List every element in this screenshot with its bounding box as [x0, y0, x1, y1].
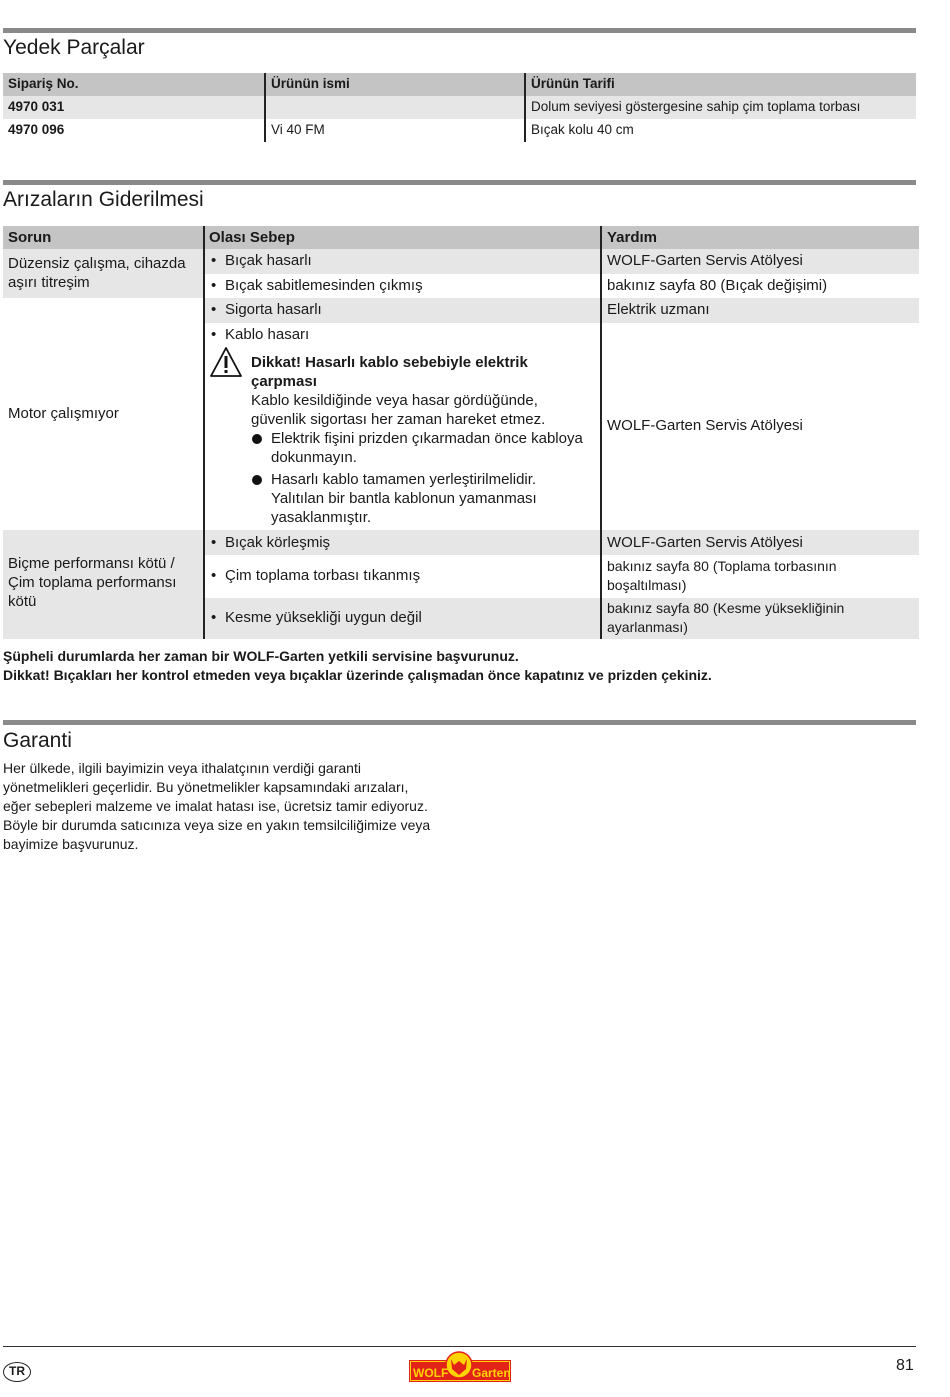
warranty-line: yönetmelikleri geçerlidir. Bu yönetmelikler kapsamındaki arızaları, [3, 779, 409, 795]
page-number: 81 [896, 1357, 914, 1374]
warning-item-line: yasaklanmıştır. [271, 509, 372, 526]
table-row [3, 119, 916, 142]
help-line: bakınız sayfa 80 (Toplama torbasının [607, 558, 837, 574]
section-divider [3, 720, 916, 725]
warning-title-line: çarpması [251, 373, 317, 390]
problem-line: Çim toplama performansı [8, 574, 177, 591]
warning-body-line: Kablo kesildiğinde veya hasar gördüğünde, [251, 392, 538, 409]
cause-item: • Kablo hasarı [225, 325, 309, 344]
warranty-line: Böyle bir durumda satıcınıza veya size en yakın temsilciliğimize veya [3, 817, 431, 833]
warning-item-line: Hasarlı kablo tamamen yerleştirilmelidir. [271, 471, 537, 488]
column-header-help: Yardım [607, 229, 658, 246]
column-divider [203, 226, 205, 639]
table-header-row [3, 73, 916, 96]
troubleshooting-table [3, 226, 919, 639]
cause-item: • Kesme yüksekliği uygun değil [225, 608, 422, 627]
bullet-dot-icon [252, 434, 262, 444]
problem-line: kötü [8, 593, 37, 610]
column-divider [600, 226, 602, 639]
warranty-line: bayimize başvurunuz. [3, 836, 139, 852]
column-header-product-name: Ürünün ismi [264, 73, 524, 96]
warning-item-line: Yalıtılan bir bantla kablonun yamanması [271, 490, 537, 507]
row-bg [205, 249, 919, 274]
spare-parts-table [3, 73, 916, 142]
footer-divider [3, 1346, 916, 1347]
order-no: 4970 096 [8, 122, 65, 137]
section-divider [3, 28, 916, 33]
cause-item: • Bıçak hasarlı [225, 251, 312, 270]
warning-title [251, 353, 528, 391]
problem-text [8, 254, 186, 292]
help-line: boşaltılması) [607, 577, 687, 593]
help-text: WOLF-Garten Servis Atölyesi [607, 252, 803, 269]
troubleshooting-title: Arızaların Giderilmesi [3, 188, 204, 211]
table-row [3, 96, 916, 119]
help-text [607, 557, 837, 595]
cause-item: • Bıçak körleşmiş [225, 533, 330, 552]
product-description: Dolum seviyesi göstergesine sahip çim toplama torbası [524, 96, 916, 119]
column-header-product-description: Ürünün Tarifi [524, 73, 916, 96]
header-row-bg [3, 226, 919, 249]
problem-text: Motor çalışmıyor [8, 405, 119, 422]
product-name: Vi 40 FM [264, 119, 524, 142]
help-line: bakınız sayfa 80 (Kesme yüksekliğinin [607, 600, 845, 616]
help-text [607, 599, 844, 637]
language-badge: TR [3, 1362, 31, 1382]
logo-text-wolf: WOLF [413, 1366, 449, 1380]
warning-item [271, 470, 537, 527]
column-header-cause: Olası Sebep [209, 229, 295, 246]
warranty-line: Her ülkede, ilgili bayimizin veya ithalatçının verdiği garanti [3, 760, 361, 776]
bullet-dot-icon [252, 475, 262, 485]
problem-text [8, 554, 176, 611]
cause-item: • Sigorta hasarlı [225, 300, 322, 319]
section-divider [3, 180, 916, 185]
cause-item: • Bıçak sabitlemesinden çıkmış [225, 276, 423, 295]
product-description: Bıçak kolu 40 cm [524, 119, 916, 142]
warning-body-line: güvenlik sigortası her zaman hareket etmez. [251, 411, 546, 428]
order-no: 4970 031 [8, 99, 65, 114]
spare-parts-title: Yedek Parçalar [3, 36, 145, 59]
warranty-title: Garanti [3, 729, 72, 752]
warranty-line: eğer sebepleri malzeme ve imalat hatası ise, ücretsiz tamir ediyoruz. [3, 798, 428, 814]
warning-body [251, 391, 545, 429]
problem-line: Düzensiz çalışma, cihazda [8, 255, 186, 272]
help-line: ayarlanması) [607, 619, 688, 635]
problem-line: aşırı titreşim [8, 274, 90, 291]
warning-title-line: Dikkat! Hasarlı kablo sebebiyle elektrik [251, 354, 528, 371]
warning-triangle-icon [209, 346, 243, 378]
logo-text-garten: Garten [472, 1366, 511, 1380]
warning-item-line: Elektrik fişini prizden çıkarmadan önce kabloya [271, 430, 583, 447]
wolf-garten-logo [409, 1351, 511, 1385]
note-caution: Dikkat! Bıçakları her kontrol etmeden veya bıçaklar üzerinde çalışmadan önce kapatınız ve prizden çekiniz. [3, 667, 712, 683]
column-header-problem: Sorun [8, 229, 52, 246]
warranty-text [3, 759, 463, 854]
cause-item: • Çim toplama torbası tıkanmış [225, 566, 420, 585]
warning-item-line: dokunmayın. [271, 449, 357, 466]
note-authorized-service: Şüpheli durumlarda her zaman bir WOLF-Garten yetkili servisine başvurunuz. [3, 648, 519, 664]
warning-item [271, 429, 583, 467]
help-text: bakınız sayfa 80 (Bıçak değişimi) [607, 277, 828, 294]
problem-line: Biçme performansı kötü / [8, 555, 175, 572]
help-text: WOLF-Garten Servis Atölyesi [607, 534, 803, 551]
help-text: Elektrik uzmanı [607, 301, 710, 318]
help-text: WOLF-Garten Servis Atölyesi [607, 417, 803, 434]
column-header-order-no: Sipariş No. [8, 76, 79, 91]
product-name [264, 96, 524, 119]
